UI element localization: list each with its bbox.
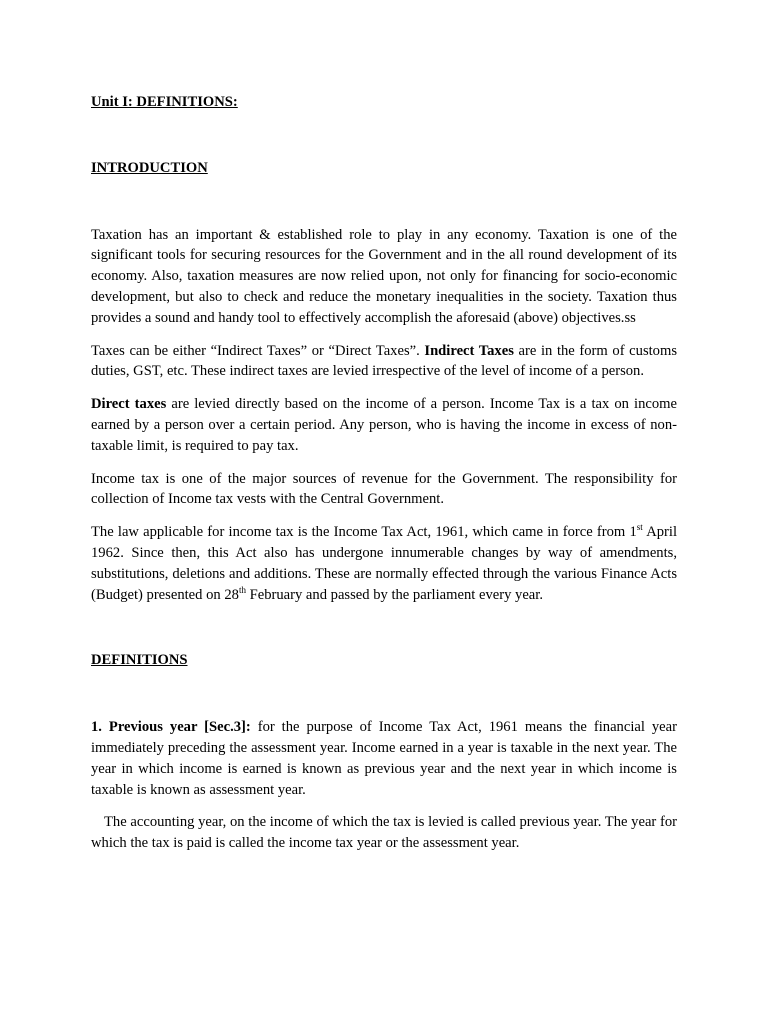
text-span: are levied directly based on the income of a person. Income Tax is a tax on income earned by a person over a certain period. Any person, who is having the income in excess of non-taxable limit, is required to pay tax. bbox=[91, 396, 677, 454]
intro-paragraph-3 bbox=[91, 394, 677, 456]
text-span: The law applicable for income tax is the Income Tax Act, 1961, which came in force from 1 bbox=[91, 524, 637, 541]
ordinal-suffix: st bbox=[636, 522, 643, 533]
introduction-heading: INTRODUCTION bbox=[91, 159, 208, 176]
intro-paragraph-2 bbox=[91, 341, 677, 383]
ordinal-suffix: th bbox=[238, 584, 246, 595]
document-body bbox=[91, 92, 677, 854]
definition-previous-year bbox=[91, 717, 677, 800]
intro-paragraph-4: Income tax is one of the major sources of revenue for the Government. The responsibility for collection of Income tax vests with the Central Government. bbox=[91, 470, 677, 508]
text-span: April 1962. Since then, this Act also has undergone innumerable changes by way of amendments, substitutions, deletions and additions. These are normally effected through the various Finance Acts (Budget) presented on 28 bbox=[91, 524, 677, 603]
text-span: for the purpose of Income Tax Act, 1961 means the financial year immediately preceding the assessment year. Income earned in a year is taxable in the next year. The year in which income is earned is known as previous year and the next year in which income is taxable is known as assessment year. bbox=[91, 719, 677, 798]
intro-paragraph-5 bbox=[91, 522, 677, 605]
text-span: Taxes can be either “Indirect Taxes” or “Direct Taxes”. bbox=[91, 342, 425, 359]
definitions-heading: DEFINITIONS bbox=[91, 652, 188, 669]
definition-paragraph-2: The accounting year, on the income of which the tax is levied is called previous year. The year for which the tax is paid is called the income tax year or the assessment year. bbox=[91, 814, 677, 852]
bold-term-direct-taxes: Direct taxes bbox=[91, 396, 167, 413]
text-span: February and passed by the parliament every year. bbox=[245, 586, 543, 603]
unit-title: Unit I: DEFINITIONS: bbox=[91, 94, 238, 110]
bold-term-indirect-taxes: Indirect Taxes bbox=[424, 342, 514, 359]
intro-paragraph-1: Taxation has an important & established role to play in any economy. Taxation is one of the significant tools for securing resources for the Government and in the all round development of its economy. Also, taxation measures are now relied upon, not only for financing for socio-economic development, but also to check and reduce the monetary inequalities in the society. Taxation thus provides a sound and handy tool to effectively accomplish the aforesaid (above) objectives.ss bbox=[91, 226, 677, 326]
definition-term: 1. Previous year [Sec.3]: bbox=[91, 719, 251, 736]
text-span: are in the form of customs duties, GST, etc. These indirect taxes are levied irrespective of the level of income of a person. bbox=[91, 342, 678, 380]
